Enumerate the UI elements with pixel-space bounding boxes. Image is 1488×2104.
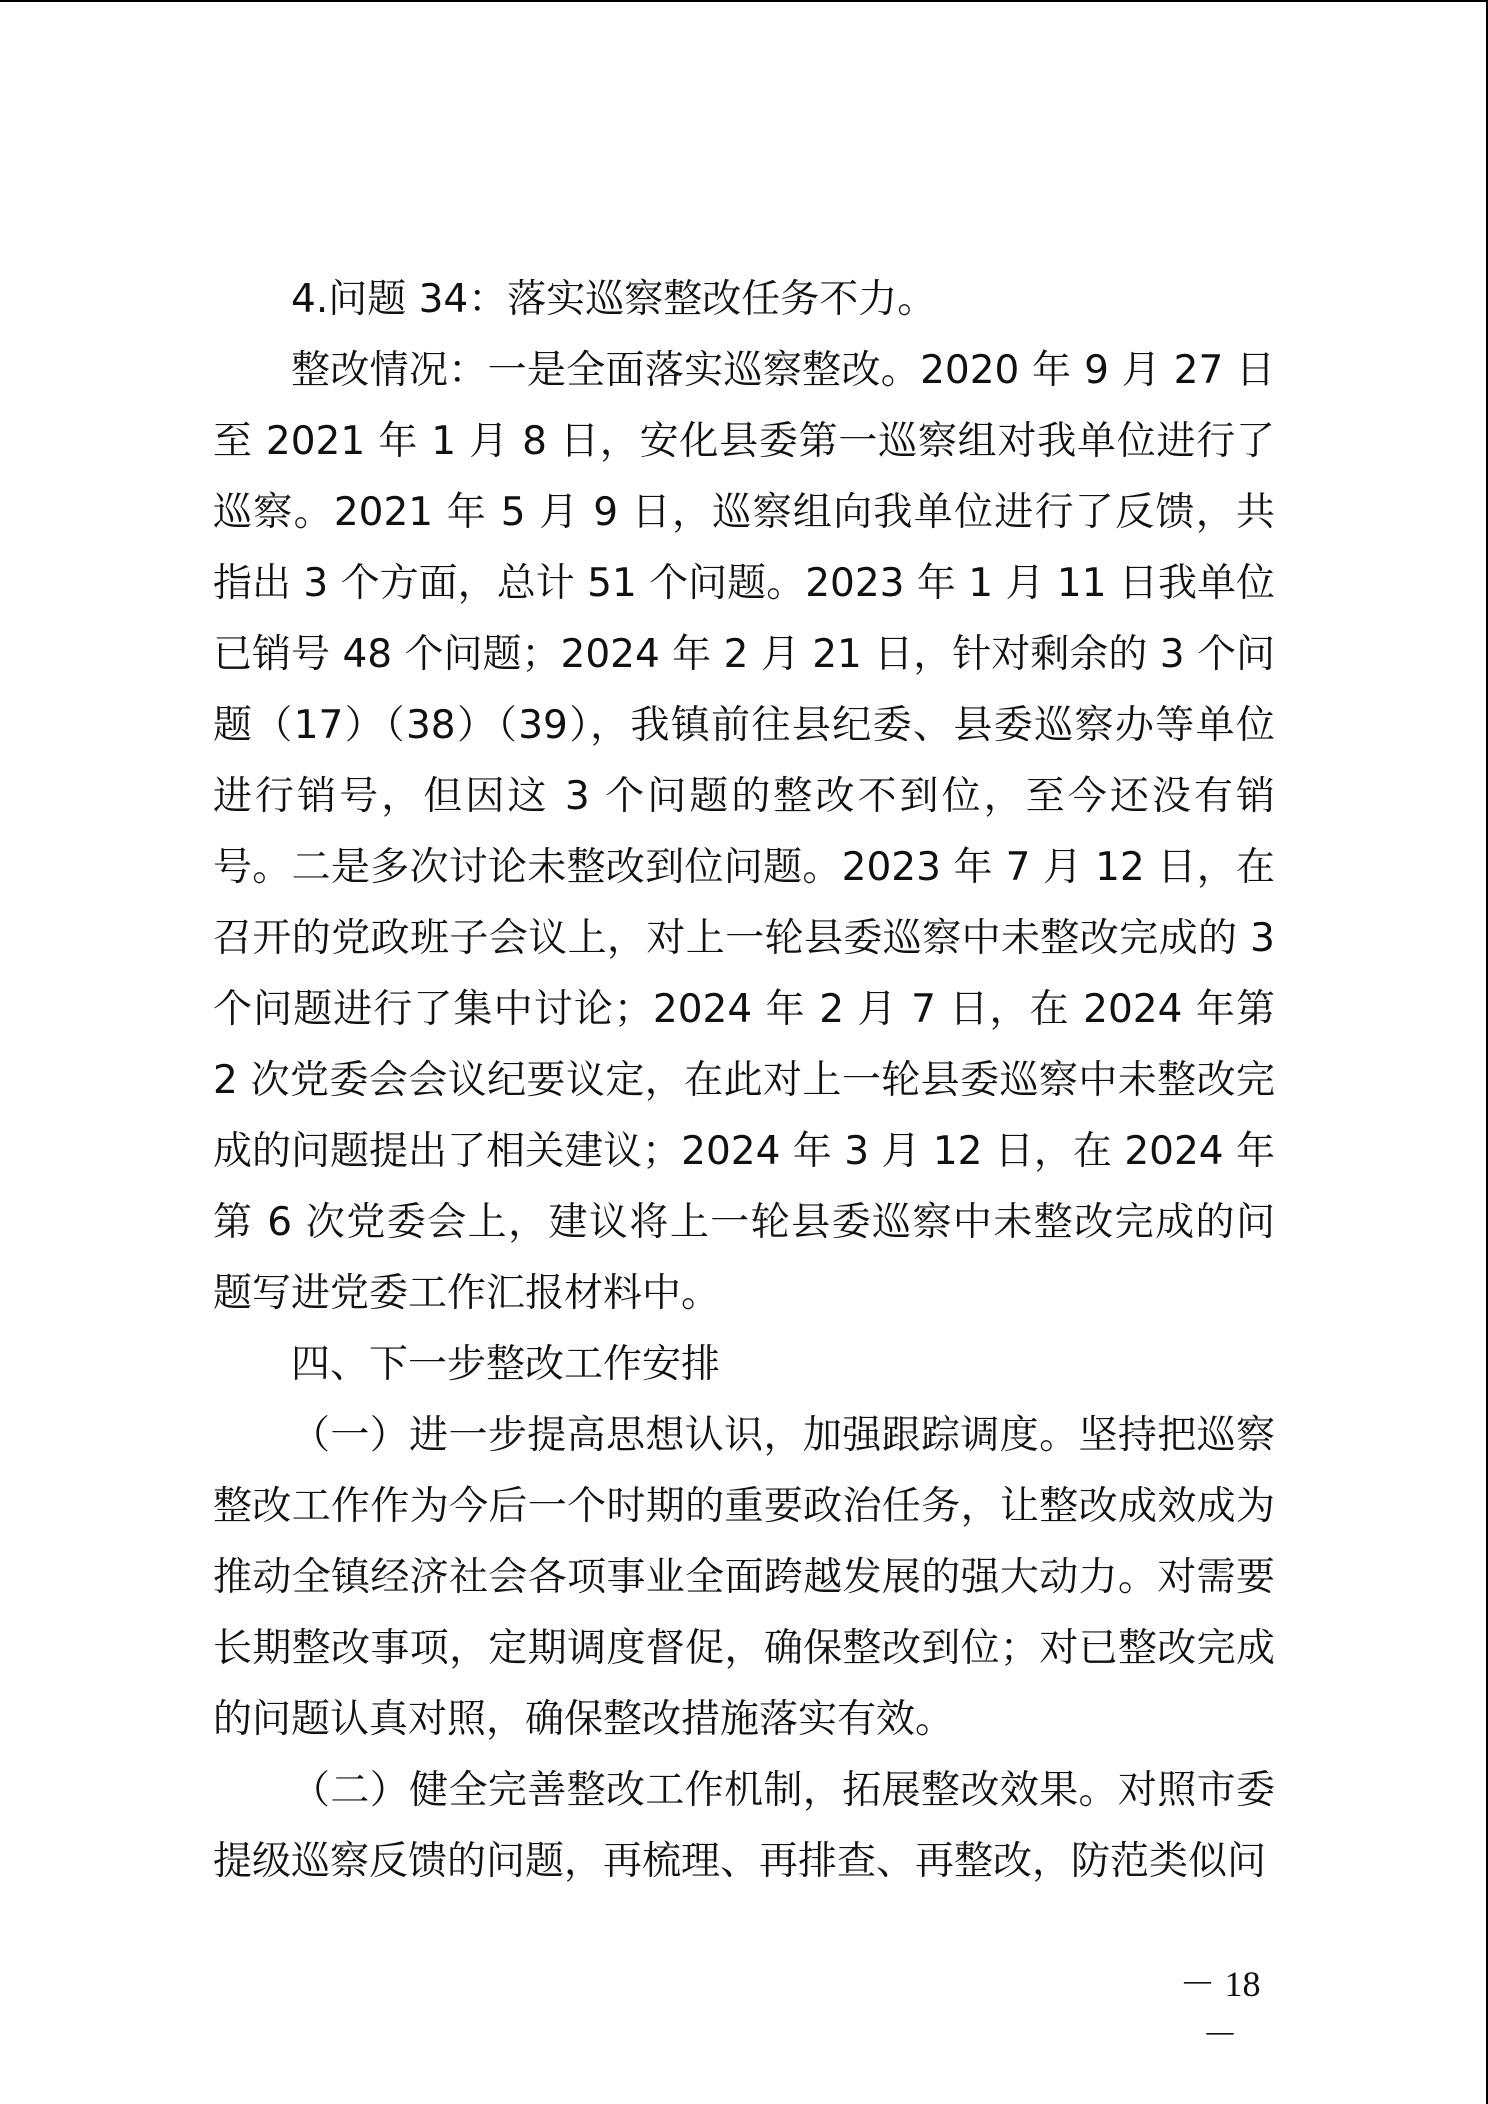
rectification-status-text: 整改情况：一是全面落实巡察整改。2020 年 9 月 27 日至 2021 年 1 月 8 日，安化县委第一巡察组对我单位进行了巡察。2021 年 5 月 9 日，巡察组向我单位进行了反馈，共指出 3 个方面，总计 51 个问题。2023 年 1 月 11 日我单位已销号 48 个问题；2024 年 2 月 21 日，针对剩余的 3 个问题（17）（38）（39），我镇前往县纪委、县委巡察办等单位进行销号，但因这 3 个问题的整改不到位，至今还没有销号。二是多次讨论未整改到位问题。2023 年 7 月 12 日，在召开的党政班子会议上，对上一轮县委巡察中未整改完成的 3 个问题进行了集中讨论；2024 年 2 月 7 日，在 2024 年第 2 次党委会会议纪要议定，在此对上一轮县委巡察中未整改完成的问题提出了相关建议；2024 年 3 月 12 日，在 2024 年第 6 次党委会上，建议将上一轮县委巡察中未整改完成的问题写进党委工作汇报材料中。 (213, 348, 1275, 1316)
measure-one-lead: （一）进一步提高思想认识，加强跟踪调度。 (291, 1413, 1079, 1458)
problem-heading (213, 264, 1275, 335)
measure-two-lead: （二）健全完善整改工作机制，拓展整改效果。 (291, 1768, 1118, 1813)
document-body (213, 264, 1275, 1897)
rectification-status-paragraph (213, 335, 1275, 1329)
measure-one-text: 坚持把巡察整改工作作为今后一个时期的重要政治任务，让整改成效成为推动全镇经济社会各项事业全面跨越发展的强大动力。对需要长期整改事项，定期调度督促，确保整改到位；对已整改完成的问题认真对照，确保整改措施落实有效。 (213, 1413, 1275, 1742)
section-heading (213, 1329, 1275, 1400)
measure-two-paragraph (213, 1755, 1275, 1897)
page-number: － 18 － (1179, 1964, 1261, 2055)
measure-two-text: 对照市委提级巡察反馈的问题，再梳理、再排查、再整改，防范类似问 (213, 1768, 1275, 1884)
section-heading-text: 四、下一步整改工作安排 (291, 1342, 721, 1387)
measure-one-paragraph (213, 1400, 1275, 1755)
problem-heading-text: 4.问题 34：落实巡察整改任务不力。 (291, 277, 937, 322)
